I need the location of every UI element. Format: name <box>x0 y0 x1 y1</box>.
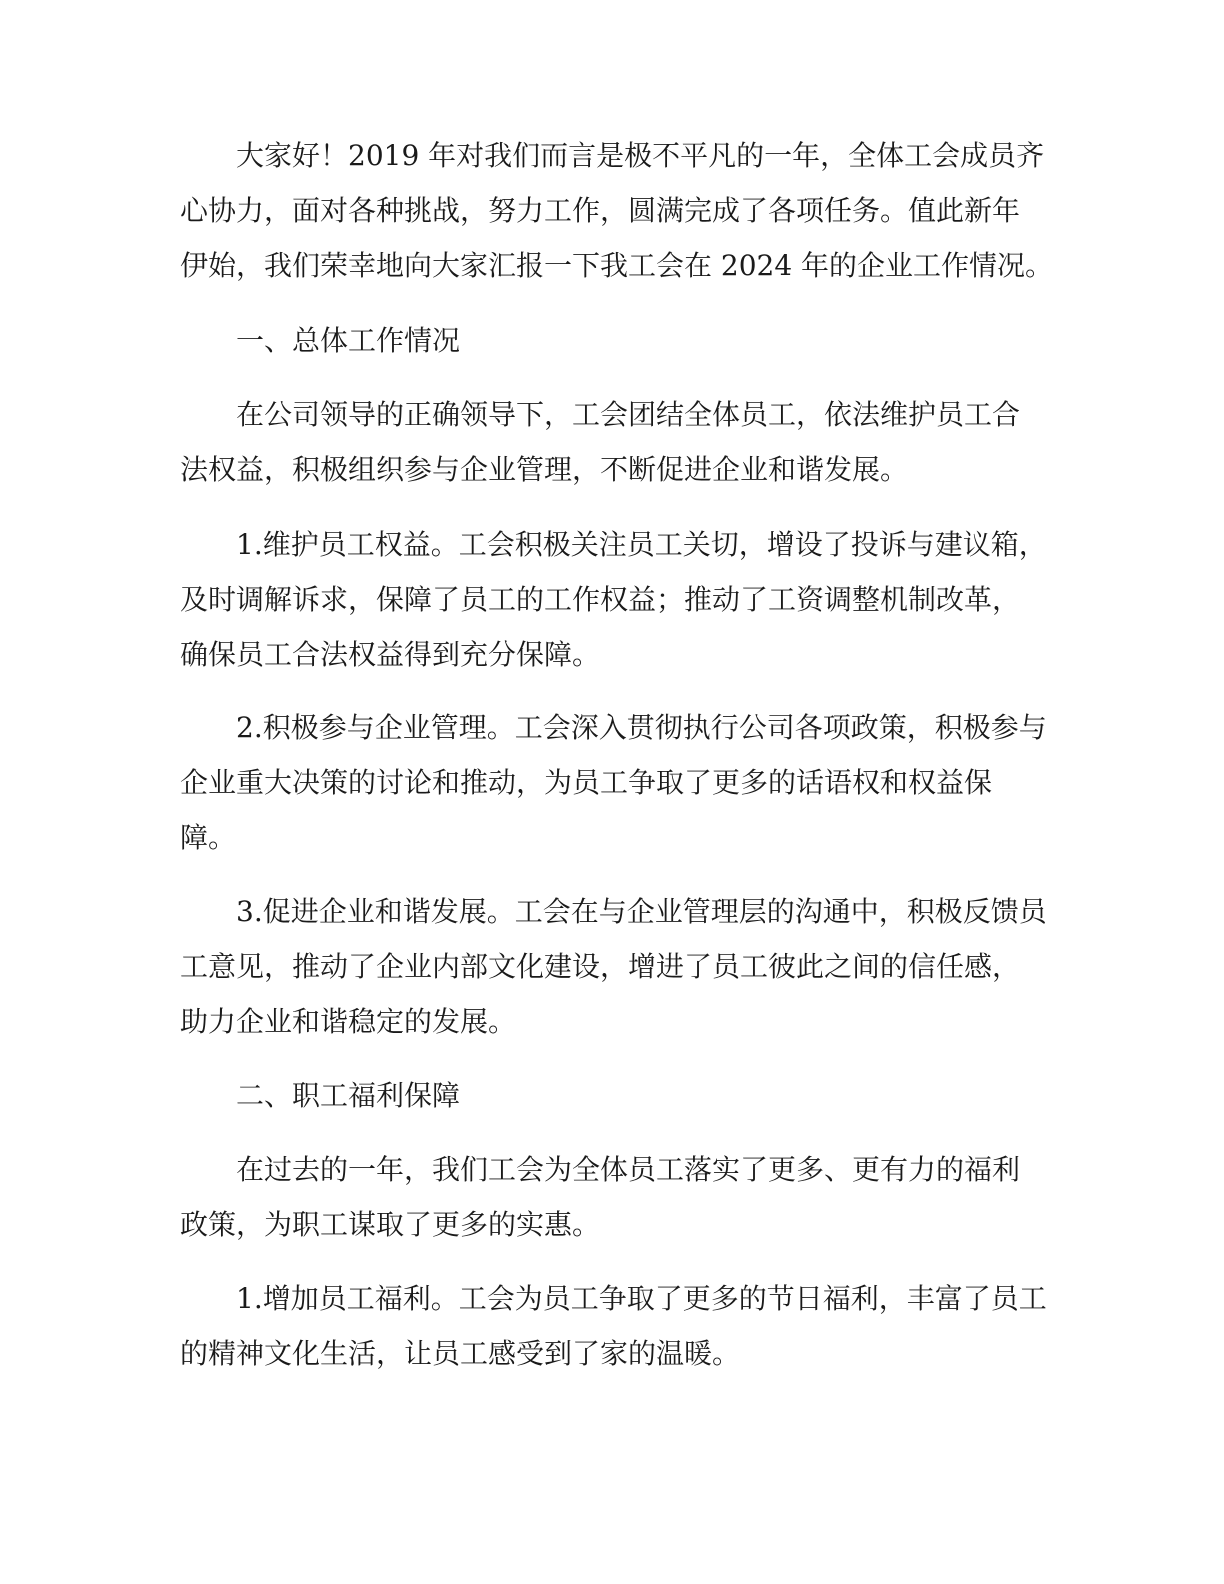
paragraph-line: 助力企业和谐稳定的发展。 <box>180 1005 517 1038</box>
paragraph-line: 3.促进企业和谐发展。工会在与企业管理层的沟通中，积极反馈员 <box>236 895 1047 928</box>
paragraph-line: 2.积极参与企业管理。工会深入贯彻执行公司各项政策，积极参与 <box>236 711 1047 744</box>
intro-paragraph <box>180 128 1054 293</box>
paragraph-line: 企业重大决策的讨论和推动，为员工争取了更多的话语权和权益保 <box>180 766 993 799</box>
section-1-item-2 <box>180 700 1047 865</box>
section-1-item-1 <box>180 517 1047 682</box>
paragraph-line: 在公司领导的正确领导下，工会团结全体员工，依法维护员工合 <box>236 398 1021 431</box>
paragraph-line: 法权益，积极组织参与企业管理，不断促进企业和谐发展。 <box>180 453 909 486</box>
section-heading-1 <box>180 313 1040 368</box>
paragraph-line: 1.维护员工权益。工会积极关注员工关切，增设了投诉与建议箱， <box>236 528 1047 561</box>
paragraph-line: 工意见，推动了企业内部文化建设，增进了员工彼此之间的信任感， <box>180 950 1021 983</box>
paragraph-line: 及时调解诉求，保障了员工的工作权益；推动了工资调整机制改革， <box>180 583 1021 616</box>
paragraph-line: 大家好！2019 年对我们而言是极不平凡的一年，全体工会成员齐 <box>236 139 1045 172</box>
paragraph-line: 1.增加员工福利。工会为员工争取了更多的节日福利，丰富了员工 <box>236 1282 1047 1315</box>
paragraph-line: 政策，为职工谋取了更多的实惠。 <box>180 1208 601 1241</box>
section-1-item-3 <box>180 884 1047 1049</box>
paragraph-line: 确保员工合法权益得到充分保障。 <box>180 638 601 671</box>
paragraph-line: 障。 <box>180 821 237 854</box>
heading-line: 二、职工福利保障 <box>236 1079 461 1112</box>
paragraph-line: 在过去的一年，我们工会为全体员工落实了更多、更有力的福利 <box>236 1153 1021 1186</box>
paragraph-line: 的精神文化生活，让员工感受到了家的温暖。 <box>180 1337 741 1370</box>
section-2-item-1 <box>180 1271 1047 1381</box>
section-2-paragraph <box>180 1142 1040 1252</box>
heading-line: 一、总体工作情况 <box>236 324 461 357</box>
paragraph-line: 心协力，面对各种挑战，努力工作，圆满完成了各项任务。值此新年 <box>180 194 1021 227</box>
section-1-paragraph <box>180 387 1040 497</box>
paragraph-line: 伊始，我们荣幸地向大家汇报一下我工会在 2024 年的企业工作情况。 <box>180 249 1054 282</box>
section-heading-2 <box>180 1068 1040 1123</box>
